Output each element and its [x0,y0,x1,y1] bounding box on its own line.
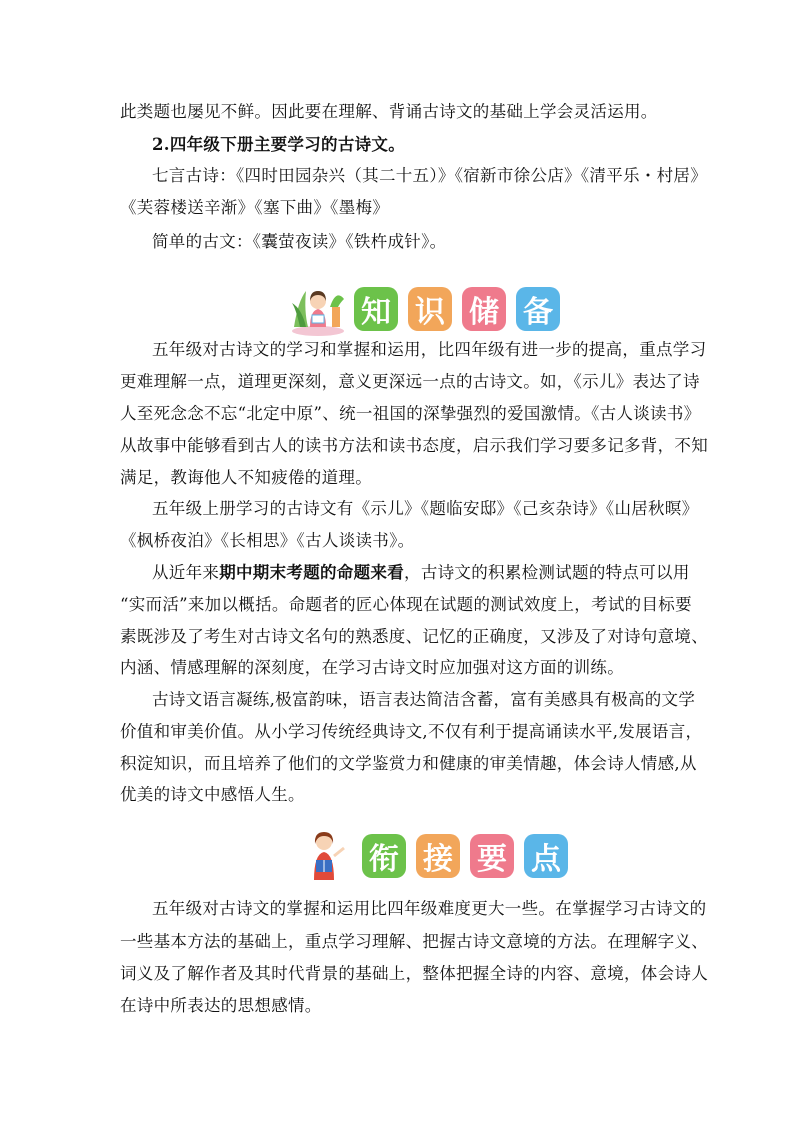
section-heading: 2.四年级下册主要学习的古诗文。 [152,135,406,154]
paragraph-line: 人至死念念不忘“北定中原”、统一祖国的深挚强烈的爱国激情。《古人谈读书》 [120,404,701,423]
paragraph-line: 更难理解一点，道理更深刻，意义更深远一点的古诗文。如，《示儿》表达了诗 [120,372,700,391]
paragraph-line: “实而活”来加以概括。命题者的匠心体现在试题的测试效度上，考试的目标要 [120,595,692,614]
banner-tile: 衔 [362,834,406,878]
paragraph-line: 五年级对古诗文的学习和掌握和运用，比四年级有进一步的提高，重点学习 [152,340,707,359]
paragraph-line: 内涵、情感理解的深刻度，在学习古诗文时应加强对这方面的训练。 [120,658,624,677]
qiyan-line-1: 七言古诗：《四时田园杂兴（其二十五）》《宿新市徐公店》《清平乐・村居》 [152,166,707,185]
text-run: ，古诗文的积累检测试题的特点可以用 [404,563,690,582]
paragraph-line: 词义及了解作者及其时代背景的基础上，整体把握全诗的内容、意境，体会诗人 [120,964,708,983]
paragraph-line: 古诗文语言凝练,极富韵味，语言表达简洁含蓄，富有美感具有极高的文学 [152,690,696,709]
banner-tile: 备 [516,287,560,331]
banner-tile: 接 [416,834,460,878]
banner-tile: 知 [354,287,398,331]
banner-connection [296,828,578,884]
paragraph-line: 《枫桥夜泊》《长相思》《古人谈读书》。 [120,531,415,550]
paragraph-line: 五年级上册学习的古诗文有《示儿》《题临安邸》《己亥杂诗》《山居秋暝》 [152,499,699,518]
paragraph-line: 此类题也屡见不鲜。因此要在理解、背诵古诗文的基础上学会灵活运用。 [120,102,658,121]
text-run: 从近年来 [152,563,220,582]
banner-tile: 点 [524,834,568,878]
banner-knowledge [288,281,570,337]
paragraph-line: 价值和审美价值。从小学习传统经典诗文,不仅有利于提高诵读水平,发展语言， [120,722,703,741]
qiyan-line-2: 《芙蓉楼送辛渐》《塞下曲》《墨梅》 [120,198,390,217]
teacher-illustration [296,828,356,884]
paragraph-line: 从故事中能够看到古人的读书方法和读书态度，启示我们学习要多记多背，不知 [120,436,708,455]
paragraph-line: 满足，教诲他人不知疲倦的道理。 [120,468,372,487]
guwen-line: 简单的古文：《囊萤夜读》《铁杵成针》。 [152,232,447,251]
paragraph-line: 积淀知识，而且培养了他们的文学鉴赏力和健康的审美情趣，体会诗人情感,从 [120,754,697,773]
banner-tile: 要 [470,834,514,878]
paragraph-line: 优美的诗文中感悟人生。 [120,785,305,804]
paragraph-line: 五年级对古诗文的掌握和运用比四年级难度更大一些。在掌握学习古诗文的 [152,899,707,918]
banner-tile: 识 [408,287,452,331]
paragraph-line-mixed [152,563,690,583]
paragraph-line: 素既涉及了考生对古诗文名句的熟悉度、记忆的正确度，又涉及了对诗句意境、 [120,627,708,646]
reading-girl-illustration [288,281,348,337]
bold-text-run: 期中期末考题的命题来看 [219,563,405,582]
banner-tile: 储 [462,287,506,331]
paragraph-line: 在诗中所表达的思想感情。 [120,996,322,1015]
paragraph-line: 一些基本方法的基础上，重点学习理解、把握古诗文意境的方法。在理解字义、 [120,932,708,951]
